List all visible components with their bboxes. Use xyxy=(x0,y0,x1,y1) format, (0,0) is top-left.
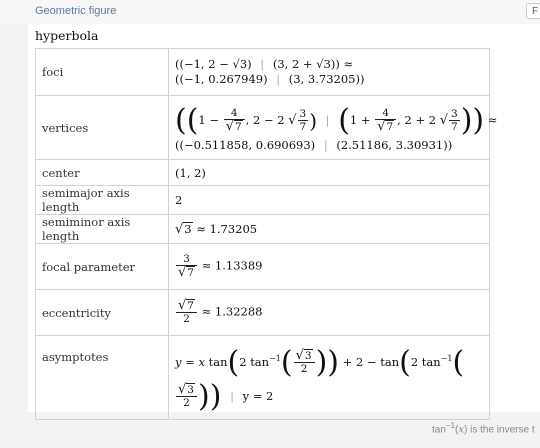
focal-value: $\frac{3}{√7}$ ≈ 1.13389 xyxy=(169,244,490,290)
semiminor-approx: ≈ 1.73205 xyxy=(196,221,258,236)
table-row-semiminor xyxy=(36,215,490,244)
row-label: focal parameter xyxy=(36,244,169,290)
foci-exact-a: ((−1, 2 − √3) xyxy=(175,57,252,71)
table-row-asymptotes xyxy=(36,336,490,420)
properties-table xyxy=(35,48,498,420)
eccentricity-approx: ≈ 1.32288 xyxy=(201,304,263,319)
foci-approx-b: (3, 3.73205)) xyxy=(288,72,365,86)
pod-title: hyperbola xyxy=(35,28,99,43)
footnote: $\tan^{-1}(x)$ is the inverse t xyxy=(432,421,535,436)
result-pod xyxy=(28,24,540,412)
table-row-vertices xyxy=(36,96,490,160)
header-bar xyxy=(0,0,540,24)
vertices-value xyxy=(169,96,498,160)
vertices-approx-b: (2.51186, 3.30931)) xyxy=(336,137,453,152)
footnote-text: is the inverse t xyxy=(470,424,535,436)
asymptote-equation: y = x tan(2 $\tan^{-1}$( $\frac{√3}{2}$ )) + 2 − tan(2 $\tan^{-1}$( xyxy=(175,344,465,380)
focal-approx: ≈ 1.13389 xyxy=(201,258,263,273)
foci-value xyxy=(169,49,490,96)
table-row-focal-parameter xyxy=(36,244,490,290)
separator: | xyxy=(323,137,328,152)
vertices-approx-a: ((−0.511858, 0.690693) xyxy=(175,137,316,152)
separator: | xyxy=(276,72,281,86)
separator: | xyxy=(260,57,265,71)
center-value: (1, 2) xyxy=(169,160,490,186)
semiminor-value: √3 ≈ 1.73205 xyxy=(169,215,490,244)
row-label: asymptotes xyxy=(36,336,169,420)
table-row-semimajor xyxy=(36,186,490,215)
row-label: foci xyxy=(36,49,169,96)
vertices-exact: ((1 − $\frac{4}{√7}$ , 2 − 2 √ $\frac{3}{7}$ ) | (1 + $\frac{4}{√7}$ , 2 + 2 √ $\frac{3}{7}$ )) ≈ xyxy=(175,102,498,138)
eccentricity-value: $\frac{√7}{2}$ ≈ 1.32288 xyxy=(169,290,490,336)
table-row-eccentricity xyxy=(36,290,490,336)
asymptote-second: y = 2 xyxy=(242,388,274,403)
asymptotes-value: y = x tan(2 $\tan^{-1}$( $\frac{√3}{2}$ )) + 2 − tan(2 $\tan^{-1}$( $\frac{√3}{2}$ )) | y = 2 xyxy=(169,336,490,420)
row-label: eccentricity xyxy=(36,290,169,336)
section-title[interactable]: Geometric figure xyxy=(35,5,117,17)
separator: | xyxy=(230,388,234,403)
row-label: center xyxy=(36,160,169,186)
foci-approx-a: ((−1, 0.267949) xyxy=(175,72,268,86)
semimajor-value: 2 xyxy=(169,186,490,215)
table-row-foci xyxy=(36,49,490,96)
foci-exact-b: (3, 2 + √3)) ≈ xyxy=(272,57,354,71)
row-label: semiminor axis length xyxy=(36,215,169,244)
row-label: vertices xyxy=(36,96,169,160)
table-row-center xyxy=(36,160,490,186)
row-label: semimajor axis length xyxy=(36,186,169,215)
corner-button[interactable]: F xyxy=(526,3,540,19)
